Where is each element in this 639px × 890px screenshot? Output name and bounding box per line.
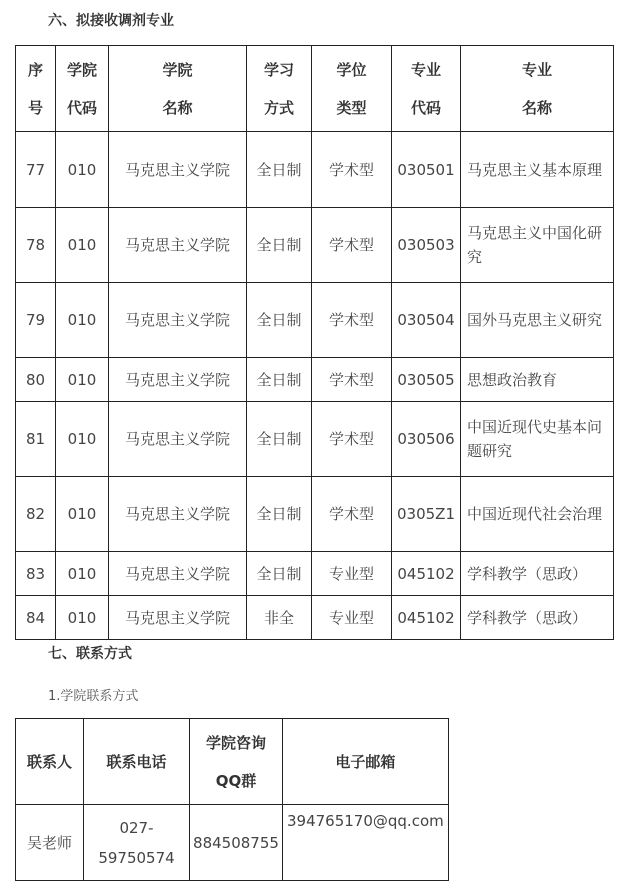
college-code-cell: 010 — [56, 402, 109, 477]
study-mode-cell: 全日制 — [247, 477, 312, 552]
contact-email[interactable]: 394765170@qq.com — [283, 805, 449, 881]
table-row — [16, 477, 614, 552]
college-name-cell: 马克思主义学院 — [109, 132, 247, 208]
major-code-cell: 030506 — [392, 402, 461, 477]
college-name-cell: 马克思主义学院 — [109, 552, 247, 596]
college-name-cell: 马克思主义学院 — [109, 477, 247, 552]
seq-cell: 80 — [16, 358, 56, 402]
study-mode-cell: 全日制 — [247, 358, 312, 402]
major-name-cell: 马克思主义基本原理 — [461, 132, 614, 208]
contact-phone: 027- 59750574 — [84, 805, 190, 881]
seq-cell: 81 — [16, 402, 56, 477]
college-code-cell: 010 — [56, 132, 109, 208]
contact-header-row — [16, 719, 449, 805]
seq-cell: 77 — [16, 132, 56, 208]
contact-table — [15, 718, 449, 881]
header-study-mode: 学习 方式 — [247, 46, 312, 132]
table-row — [16, 552, 614, 596]
major-code-cell: 030504 — [392, 283, 461, 358]
header-phone: 联系电话 — [84, 719, 190, 805]
table-row — [16, 358, 614, 402]
header-major-code: 专业 代码 — [392, 46, 461, 132]
degree-type-cell: 专业型 — [312, 596, 392, 640]
header-college-code: 学院 代码 — [56, 46, 109, 132]
header-major-name: 专业 名称 — [461, 46, 614, 132]
major-name-cell: 中国近现代史基本问题研究 — [461, 402, 614, 477]
degree-type-cell: 学术型 — [312, 283, 392, 358]
contact-row — [16, 805, 449, 881]
section7-subtitle: 1.学院联系方式 — [48, 689, 139, 704]
major-name-cell: 中国近现代社会治理 — [461, 477, 614, 552]
contact-qq-group: 884508755 — [190, 805, 283, 881]
table-row — [16, 132, 614, 208]
seq-cell: 79 — [16, 283, 56, 358]
degree-type-cell: 学术型 — [312, 477, 392, 552]
major-name-cell: 思想政治教育 — [461, 358, 614, 402]
study-mode-cell: 全日制 — [247, 283, 312, 358]
major-name-cell: 学科教学（思政） — [461, 596, 614, 640]
table-row — [16, 596, 614, 640]
seq-cell: 83 — [16, 552, 56, 596]
table-row — [16, 402, 614, 477]
college-code-cell: 010 — [56, 358, 109, 402]
degree-type-cell: 专业型 — [312, 552, 392, 596]
header-contact: 联系人 — [16, 719, 84, 805]
major-code-cell: 030503 — [392, 208, 461, 283]
study-mode-cell: 全日制 — [247, 552, 312, 596]
section7-title: 七、联系方式 — [48, 646, 132, 662]
college-code-cell: 010 — [56, 208, 109, 283]
seq-cell: 78 — [16, 208, 56, 283]
college-name-cell: 马克思主义学院 — [109, 358, 247, 402]
header-email: 电子邮箱 — [283, 719, 449, 805]
major-name-cell: 国外马克思主义研究 — [461, 283, 614, 358]
majors-table — [15, 45, 614, 640]
seq-cell: 84 — [16, 596, 56, 640]
degree-type-cell: 学术型 — [312, 402, 392, 477]
college-code-cell: 010 — [56, 596, 109, 640]
college-code-cell: 010 — [56, 477, 109, 552]
major-code-cell: 045102 — [392, 552, 461, 596]
degree-type-cell: 学术型 — [312, 208, 392, 283]
major-name-cell: 学科教学（思政） — [461, 552, 614, 596]
major-code-cell: 030501 — [392, 132, 461, 208]
section6-title: 六、拟接收调剂专业 — [48, 13, 174, 29]
majors-header-row — [16, 46, 614, 132]
study-mode-cell: 全日制 — [247, 132, 312, 208]
college-code-cell: 010 — [56, 552, 109, 596]
college-name-cell: 马克思主义学院 — [109, 596, 247, 640]
degree-type-cell: 学术型 — [312, 358, 392, 402]
study-mode-cell: 全日制 — [247, 208, 312, 283]
major-code-cell: 0305Z1 — [392, 477, 461, 552]
study-mode-cell: 非全 — [247, 596, 312, 640]
major-name-cell: 马克思主义中国化研究 — [461, 208, 614, 283]
college-name-cell: 马克思主义学院 — [109, 402, 247, 477]
header-college-name: 学院 名称 — [109, 46, 247, 132]
seq-cell: 82 — [16, 477, 56, 552]
header-qq: 学院咨询 QQ群 — [190, 719, 283, 805]
degree-type-cell: 学术型 — [312, 132, 392, 208]
college-name-cell: 马克思主义学院 — [109, 208, 247, 283]
header-seq: 序 号 — [16, 46, 56, 132]
major-code-cell: 030505 — [392, 358, 461, 402]
college-code-cell: 010 — [56, 283, 109, 358]
table-row — [16, 283, 614, 358]
major-code-cell: 045102 — [392, 596, 461, 640]
contact-person: 吴老师 — [16, 805, 84, 881]
study-mode-cell: 全日制 — [247, 402, 312, 477]
college-name-cell: 马克思主义学院 — [109, 283, 247, 358]
table-row — [16, 208, 614, 283]
header-degree-type: 学位 类型 — [312, 46, 392, 132]
